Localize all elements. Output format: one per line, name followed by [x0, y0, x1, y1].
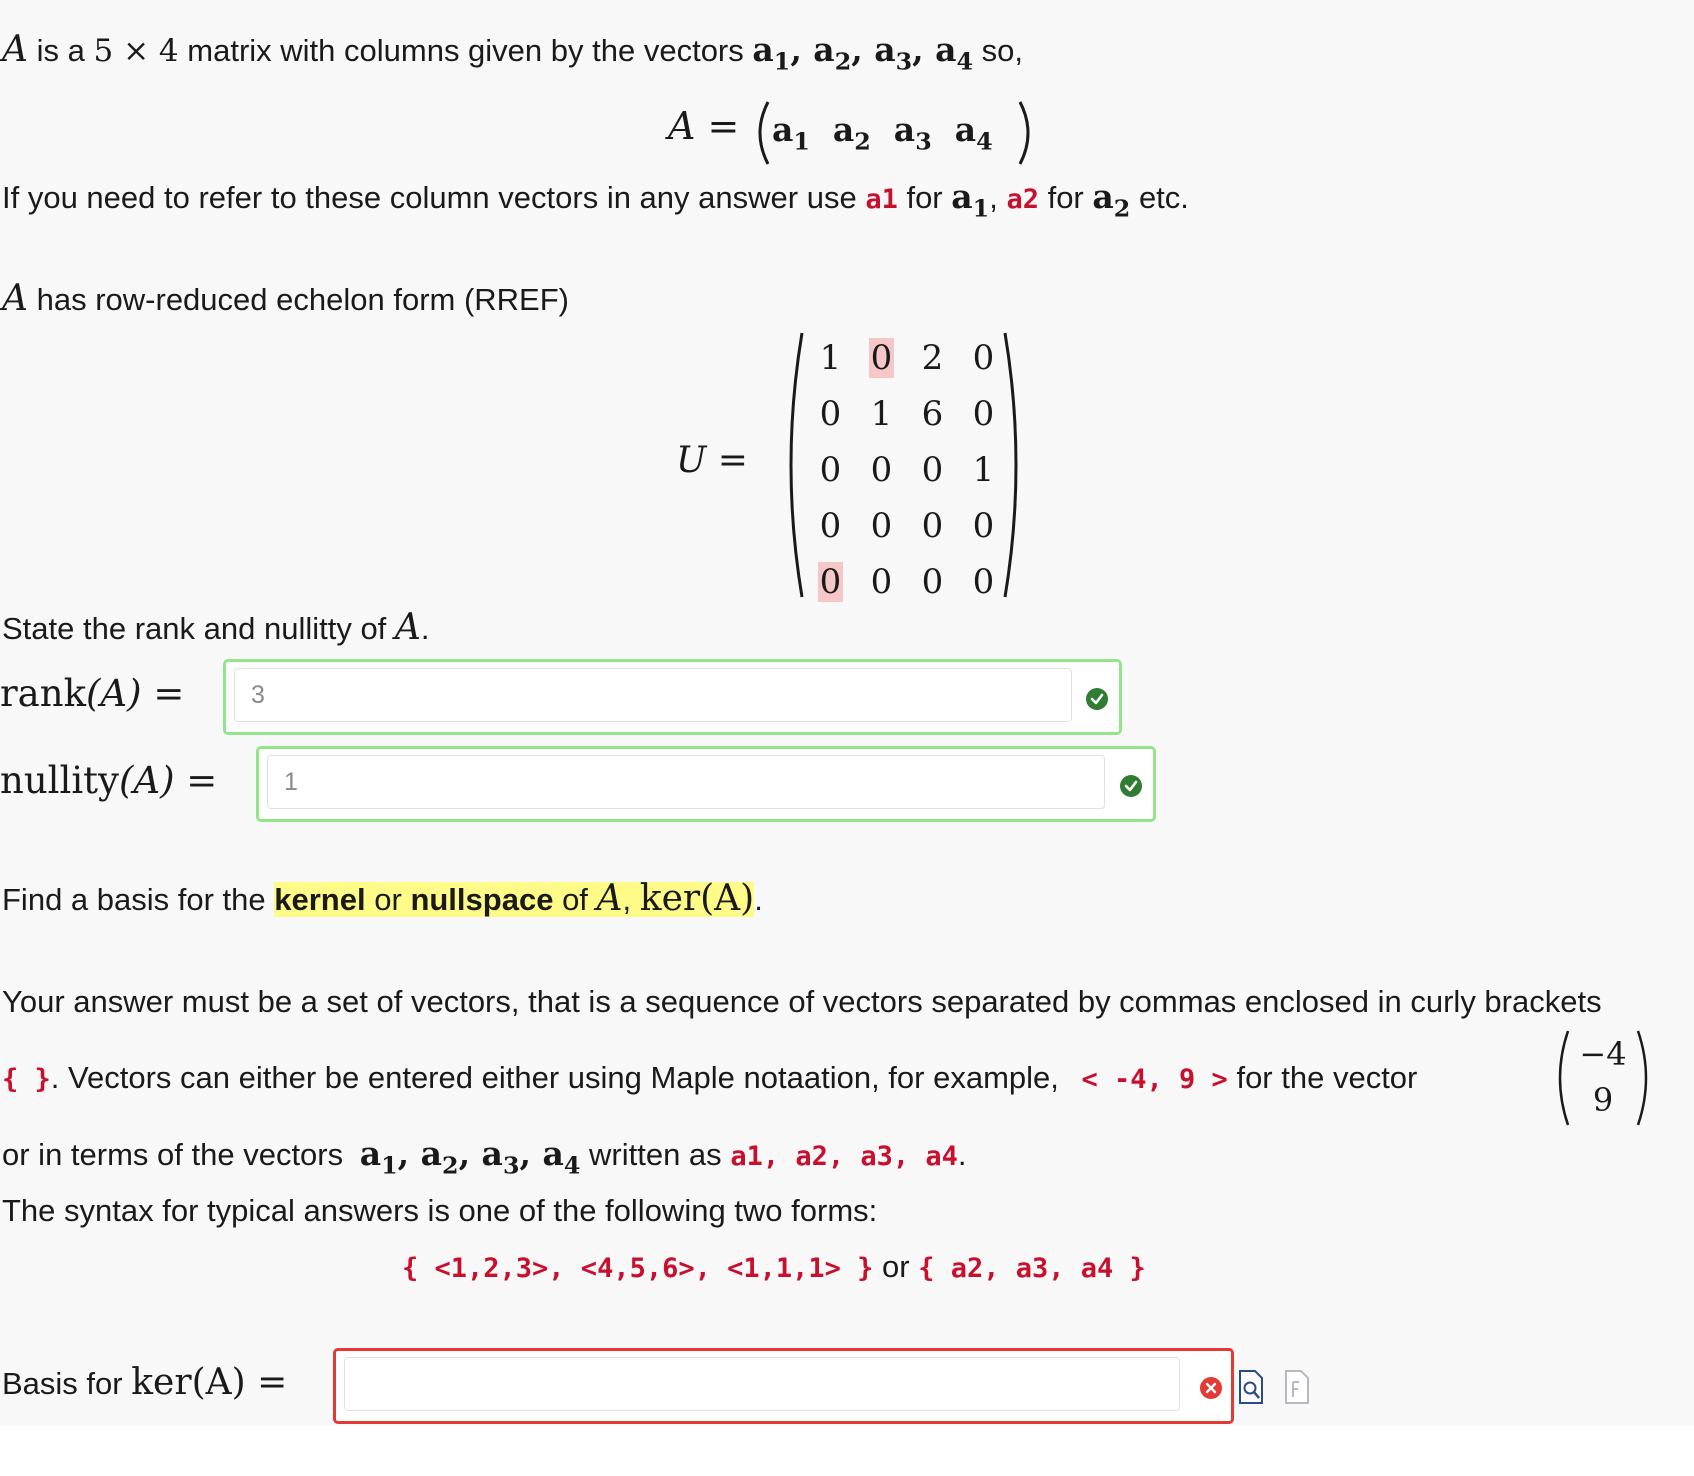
- refer-suffix: etc.: [1138, 180, 1189, 215]
- matrix-cell: 0: [870, 506, 893, 546]
- matrix-cell-highlighted: 0: [870, 338, 893, 378]
- matrix-cell: 2: [921, 338, 944, 378]
- matrix-cell: 0: [870, 562, 893, 602]
- instructions-line3-text: or in terms of the vectors: [2, 1137, 344, 1172]
- code-form2: { a2, a3, a4 }: [918, 1253, 1146, 1284]
- intro-line: A is a 5 × 4 matrix with columns given by the vectors $a_1$, $a_2$, $a_3$, $a_4$ so,: [2, 29, 1024, 76]
- nullity-input[interactable]: [267, 755, 1105, 809]
- refer-mid2: for: [1047, 180, 1084, 215]
- rank-prompt-var: A: [394, 607, 421, 648]
- kernel-prompt: [2, 879, 763, 920]
- vector-left-paren-icon: [1550, 1028, 1572, 1128]
- vector-right-paren-icon: [1634, 1028, 1656, 1128]
- kernel-prefix: Find a basis for the: [2, 882, 266, 917]
- rref-heading: A has row-reduced echelon form (RREF): [2, 278, 569, 319]
- matrix-cell: 1: [819, 338, 842, 378]
- intro-suffix: so,: [981, 33, 1024, 68]
- code-names: a1, a2, a3, a4: [730, 1141, 958, 1172]
- help-doc-icon[interactable]: [1283, 1369, 1311, 1405]
- kernel-or: or: [374, 882, 402, 917]
- rank-label: rank(A) =: [0, 672, 185, 715]
- matrix-cell: 0: [972, 394, 995, 434]
- matrix-cell: 1: [870, 394, 893, 434]
- vector-a1: $a_1$: [951, 177, 990, 223]
- intro-dims: 5 × 4: [93, 33, 179, 69]
- kernel-var: A: [596, 878, 623, 919]
- matrix-cell: 0: [819, 394, 842, 434]
- rank-prompt-text: State the rank and nullitty of: [2, 611, 387, 646]
- instructions-line4: The syntax for typical answers is one of the following two forms:: [2, 1193, 878, 1228]
- instructions-line1: Your answer must be a set of vectors, that is a sequence of vectors separated by commas enclosed in curly brackets: [2, 984, 1602, 1019]
- matrix-cell: 0: [972, 338, 995, 378]
- matrix-left-paren-icon: [778, 330, 806, 600]
- refer-mid: for: [906, 180, 943, 215]
- matrix-cell: 0: [972, 562, 995, 602]
- intro-vector-list: $a_1$, $a_2$, $a_3$, $a_4$: [752, 30, 974, 76]
- intro-text: matrix with columns given by the vectors: [187, 33, 744, 68]
- code-braces: { }: [2, 1064, 51, 1095]
- matrix-cell: 0: [819, 506, 842, 546]
- kernel-of: of: [562, 882, 588, 917]
- nullspace-term: nullspace: [410, 882, 554, 917]
- instructions-line2-text: . Vectors can either be entered either using Maple notaation, for example,: [50, 1060, 1059, 1095]
- kernel-ker: ker(A): [639, 878, 755, 919]
- refer-prefix: If you need to refer to these column vectors in any answer use: [2, 180, 857, 215]
- matrix-cell-highlighted: 0: [819, 562, 842, 602]
- rank-answer-box: [223, 659, 1122, 735]
- check-icon: [1120, 775, 1142, 797]
- matrix-cell: 0: [921, 450, 944, 490]
- nullity-label: nullity(A) =: [0, 759, 218, 802]
- matrix-cell: 6: [921, 394, 944, 434]
- error-icon: [1200, 1377, 1222, 1399]
- rref-label: U =: [676, 440, 748, 481]
- kernel-highlight: [274, 878, 755, 919]
- code-a1: a1: [865, 184, 898, 215]
- basis-ker: ker(A) =: [131, 1362, 288, 1403]
- vector-a2: $a_2$: [1092, 177, 1131, 223]
- syntax-forms: [402, 1247, 1146, 1289]
- check-icon: [1086, 688, 1108, 710]
- instructions-line2b: for the vector: [1236, 1060, 1418, 1095]
- syntax-or: or: [882, 1249, 910, 1284]
- matrix-cell: 0: [870, 450, 893, 490]
- code-a2: a2: [1006, 184, 1039, 215]
- preview-icon[interactable]: [1237, 1369, 1265, 1405]
- refer-line: [2, 177, 1189, 223]
- example-vector-top: −4: [1579, 1035, 1627, 1073]
- basis-label-text: Basis for: [2, 1366, 123, 1401]
- basis-label: [2, 1363, 287, 1404]
- basis-input[interactable]: [344, 1357, 1180, 1411]
- kernel-term: kernel: [274, 882, 366, 917]
- matrix-cell: 1: [972, 450, 995, 490]
- rank-input[interactable]: [234, 668, 1072, 722]
- rref-matrix: [805, 330, 1009, 610]
- vector-list: $a_1$, $a_2$, $a_3$, $a_4$: [359, 1134, 581, 1180]
- a-def-columns: $a_1$ $a_2$ $a_3$ $a_4$: [772, 110, 993, 156]
- refer-sep: ,: [989, 180, 998, 215]
- instructions-line3: [2, 1134, 967, 1180]
- instructions-line2: [2, 1058, 1417, 1100]
- kernel-comma: ,: [622, 882, 632, 917]
- code-example: < -4, 9 >: [1081, 1064, 1228, 1095]
- left-paren-icon: [748, 98, 774, 168]
- instructions-line3c: .: [957, 1137, 967, 1172]
- rank-prompt-dot: .: [420, 611, 430, 646]
- a-def-lhs: A =: [668, 104, 740, 148]
- matrix-cell: 0: [921, 506, 944, 546]
- right-paren-icon: [1014, 98, 1040, 168]
- matrix-cell: 0: [972, 506, 995, 546]
- code-form1: { <1,2,3>, <4,5,6>, <1,1,1> }: [402, 1253, 874, 1284]
- example-vector: [1576, 1031, 1630, 1123]
- rank-prompt: [2, 608, 430, 649]
- example-vector-bottom: 9: [1592, 1081, 1614, 1119]
- instructions-line3b: written as: [589, 1137, 722, 1172]
- basis-answer-box: [333, 1348, 1234, 1424]
- kernel-dot: .: [754, 882, 763, 917]
- nullity-answer-box: [256, 746, 1156, 822]
- intro-prefix: is a: [36, 33, 85, 68]
- matrix-cell: 0: [819, 450, 842, 490]
- rref-heading-text: has row-reduced echelon form (RREF): [36, 282, 569, 317]
- matrix-cell: 0: [921, 562, 944, 602]
